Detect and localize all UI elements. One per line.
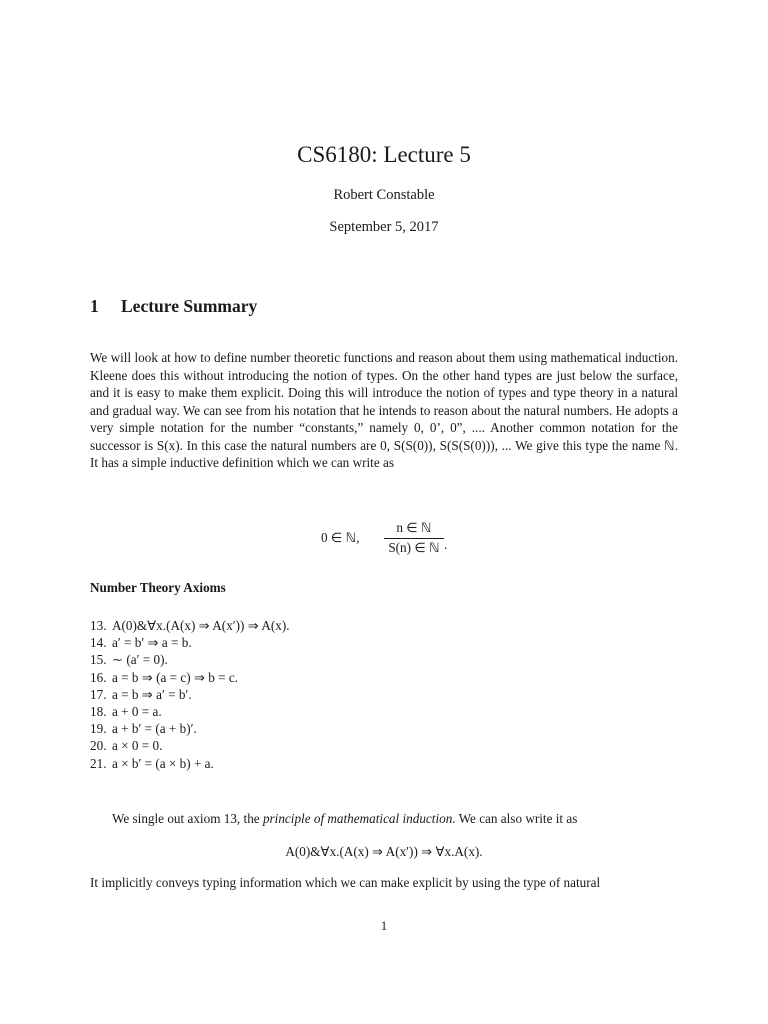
axiom-number: 16. bbox=[90, 669, 107, 685]
induction-paragraph-text-end: . We can also write it as bbox=[452, 811, 578, 826]
axiom-text: a + b′ = (a + b)′. bbox=[112, 721, 197, 737]
section-number: 1 bbox=[90, 296, 99, 316]
typing-paragraph: It implicitly conveys typing information which we can make explicit by using the type of natural bbox=[90, 875, 601, 890]
axiom-item bbox=[90, 737, 290, 754]
axiom-list bbox=[90, 617, 290, 772]
axiom-number: 13. bbox=[90, 618, 107, 633]
induction-paragraph-text: We single out axiom 13, the bbox=[112, 811, 263, 826]
summary-paragraph: We will look at how to define number theoretic functions and reason about them using mathematical induction. Kleene does this without introducing the notion of types. On the other hand types are just below the surface, and it is easy to make them explicit. Doing this will introduce the notion of types and type theory in a natural and gradual way. We can see from his notation that he intends to reason about the natural numbers. He adopts a very simple notation for the number “constants,” namely 0, 0’, 0”, .... Another common notation for the successor is S(x). In this case the natural numbers are 0, S(S(0)), S(S(S(0))), ... We give this type the name ℕ. It has a simple inductive definition which we can write as bbox=[90, 350, 678, 470]
axiom-item bbox=[90, 669, 290, 686]
rule-bar bbox=[384, 538, 444, 539]
axiom-number: 20. bbox=[90, 738, 107, 754]
axiom-text: a = b ⇒ a′ = b′. bbox=[112, 686, 192, 702]
section-title: Lecture Summary bbox=[121, 296, 258, 316]
axiom-number: 21. bbox=[90, 755, 107, 771]
rule-conclusion: S(n) ∈ ℕ bbox=[388, 540, 440, 555]
axiom-number: 18. bbox=[90, 704, 107, 720]
axiom-text: a + 0 = a. bbox=[112, 704, 162, 720]
publication-date: September 5, 2017 bbox=[329, 219, 439, 235]
induction-formula: A(0)&∀x.(A(x) ⇒ A(x′)) ⇒ ∀x.A(x). bbox=[285, 844, 483, 859]
page-number: 1 bbox=[380, 919, 388, 933]
axiom-number: 17. bbox=[90, 686, 107, 702]
paper-title: CS6180: Lecture 5 bbox=[297, 142, 471, 167]
axiom-item bbox=[90, 651, 290, 668]
axiom-text: a × b′ = (a × b) + a. bbox=[112, 755, 214, 771]
rule-base-case: 0 ∈ ℕ, bbox=[321, 530, 360, 545]
axiom-item bbox=[90, 755, 290, 772]
axiom-text: ∼ (a′ = 0). bbox=[112, 652, 168, 668]
author-name: Robert Constable bbox=[333, 187, 435, 203]
axiom-text: A(0)&∀x.(A(x) ⇒ A(x′)) ⇒ A(x). bbox=[112, 618, 290, 633]
inductive-definition-rule bbox=[300, 520, 460, 560]
axiom-item bbox=[90, 634, 290, 651]
rule-fraction bbox=[384, 520, 444, 556]
rule-period: . bbox=[444, 537, 448, 552]
axiom-item bbox=[90, 703, 290, 720]
axiom-number: 14. bbox=[90, 635, 107, 651]
axiom-text: a = b ⇒ (a = c) ⇒ b = c. bbox=[112, 669, 239, 685]
rule-premise: n ∈ ℕ bbox=[396, 520, 432, 535]
axiom-item bbox=[90, 686, 290, 703]
axiom-number: 15. bbox=[90, 652, 107, 668]
axiom-item bbox=[90, 617, 290, 634]
axioms-heading: Number Theory Axioms bbox=[90, 580, 226, 595]
axiom-number: 19. bbox=[90, 721, 107, 737]
induction-principle-term: principle of mathematical induction bbox=[262, 811, 453, 826]
section-heading bbox=[90, 296, 257, 317]
axiom-item bbox=[90, 720, 290, 737]
axiom-text: a × 0 = 0. bbox=[112, 738, 163, 754]
induction-paragraph bbox=[90, 810, 678, 828]
axiom-text: a′ = b′ ⇒ a = b. bbox=[112, 635, 192, 651]
